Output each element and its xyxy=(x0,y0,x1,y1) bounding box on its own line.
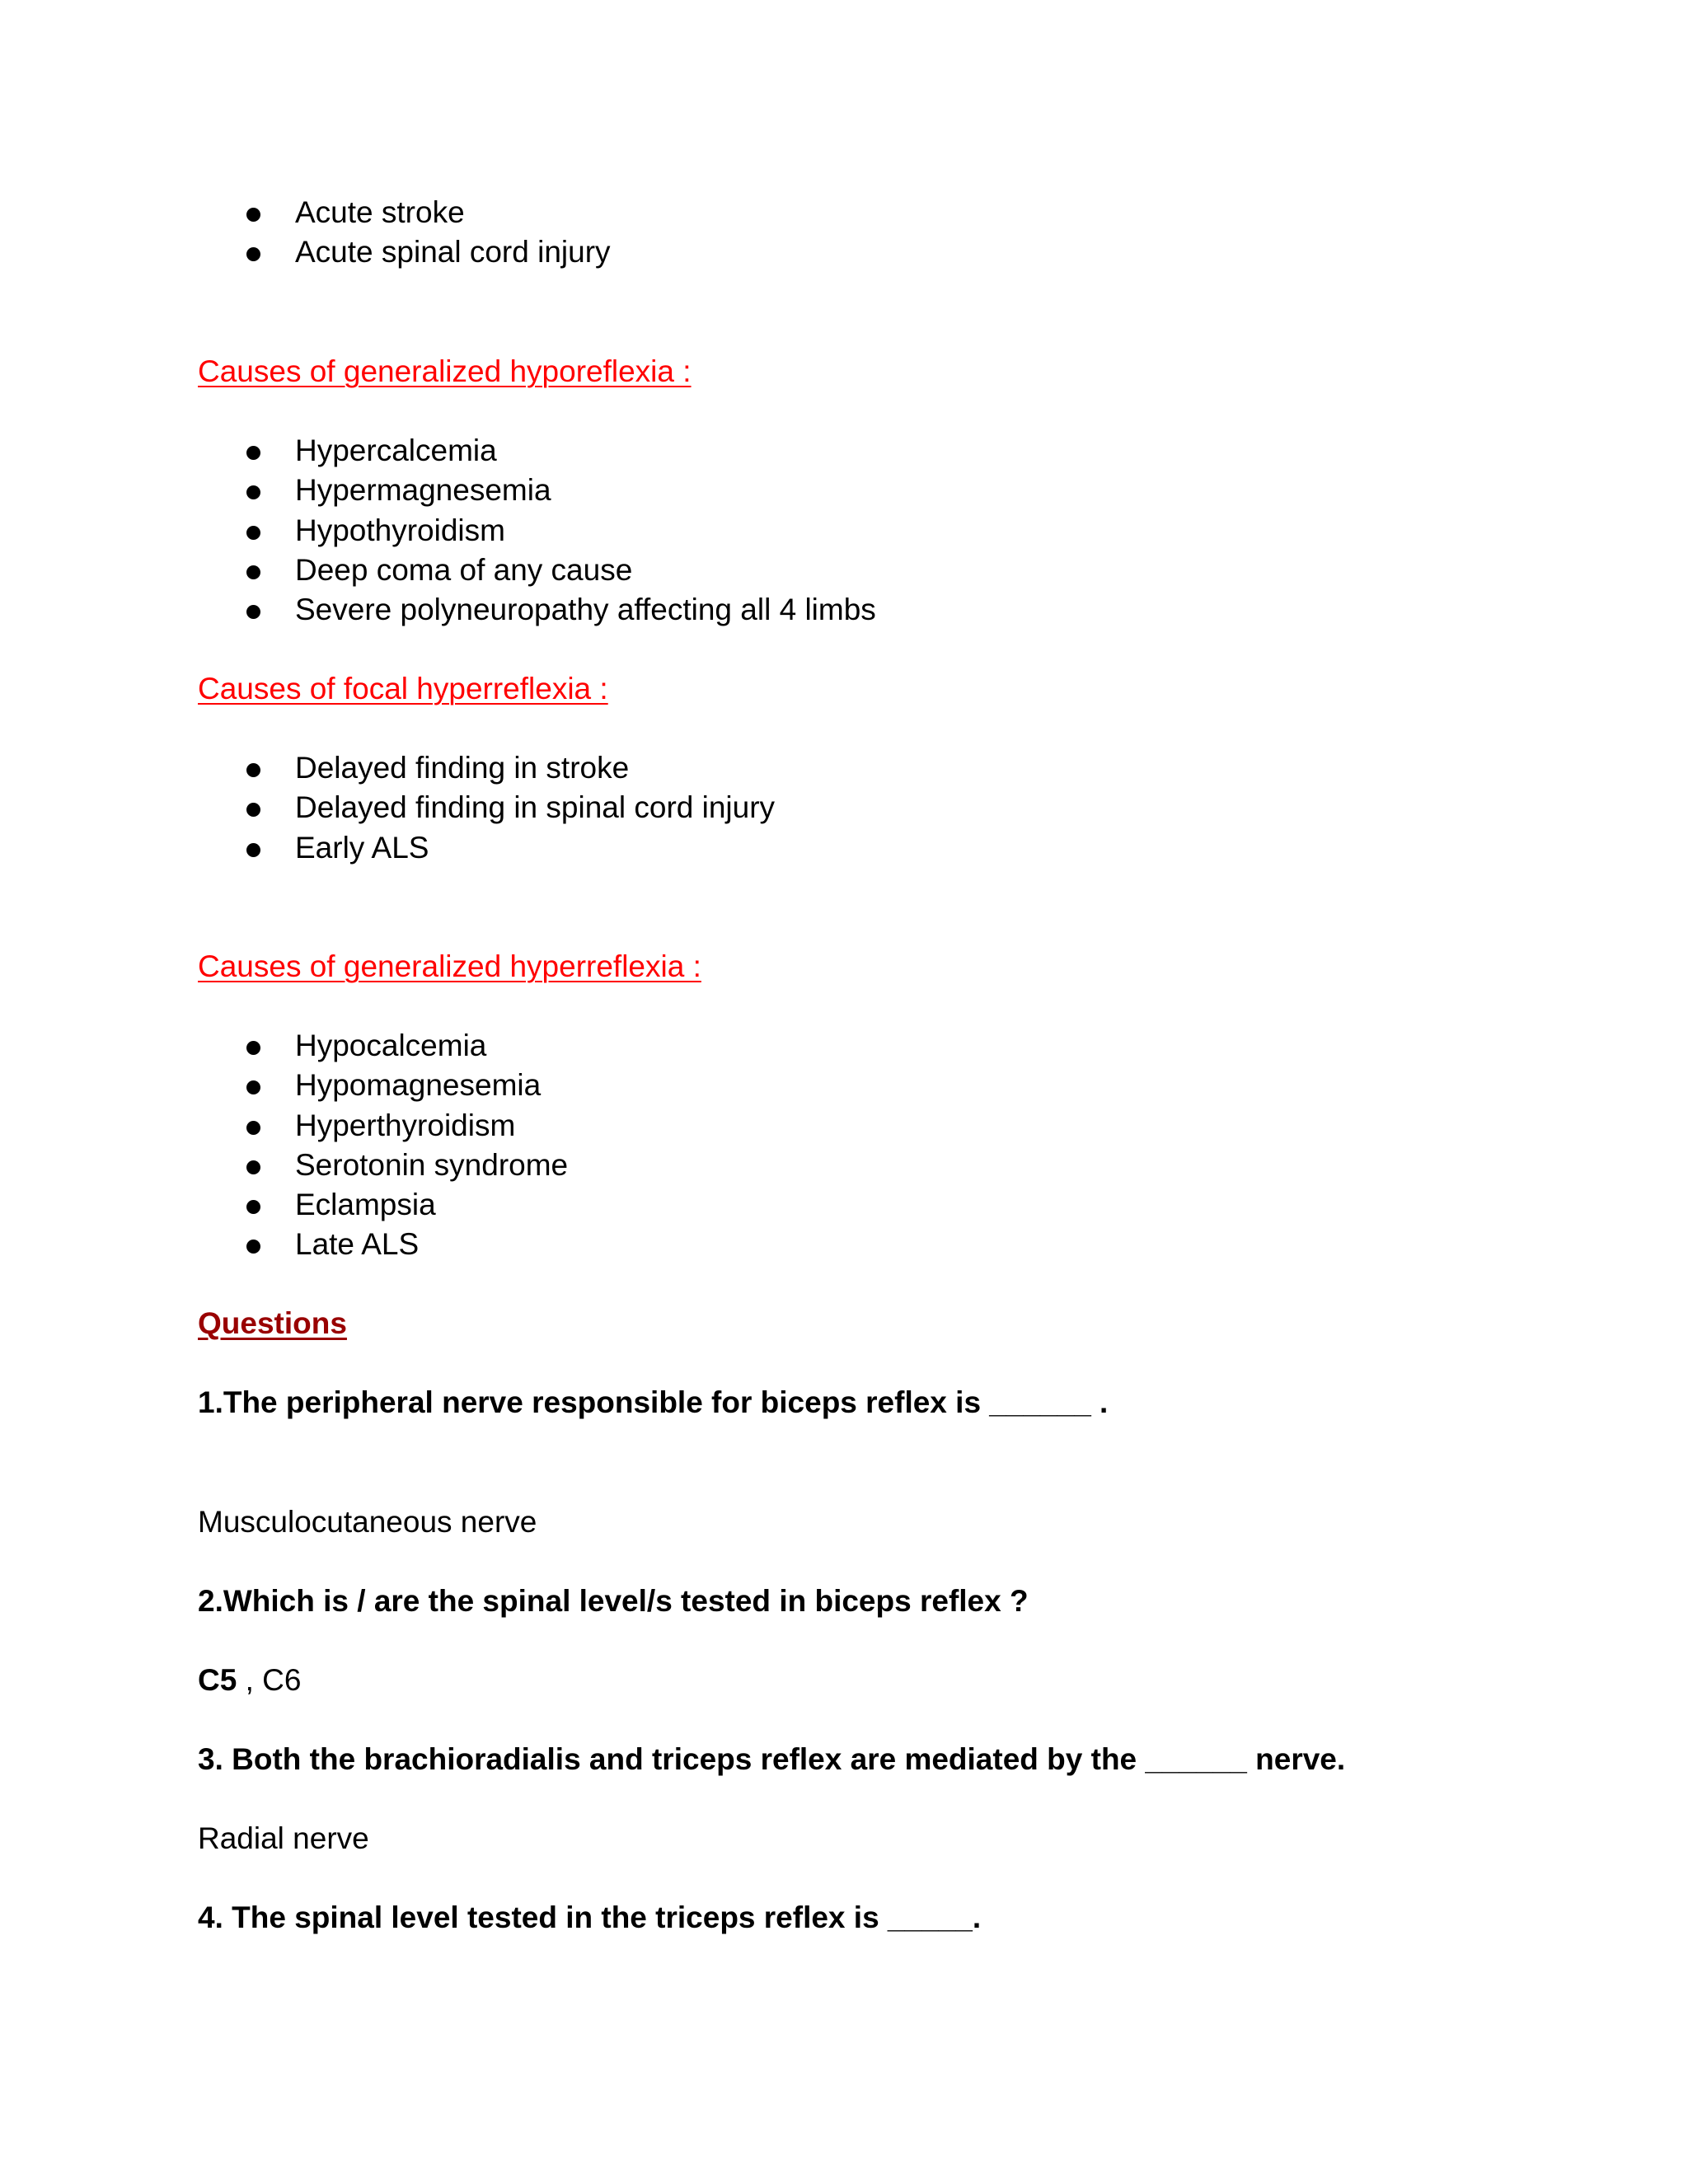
list-item: Hypercalcemia xyxy=(0,431,876,471)
question-3: 3. Both the brachioradialis and triceps reflex are mediated by the ______ nerve. xyxy=(198,1742,1346,1776)
bullet-icon xyxy=(246,526,260,540)
list-item: Acute spinal cord injury xyxy=(0,232,611,272)
bullet-icon xyxy=(246,208,260,222)
list-item: Hypermagnesemia xyxy=(0,471,876,510)
questions-title: Questions xyxy=(198,1306,347,1340)
bullet-icon xyxy=(246,1041,260,1055)
bullet-icon xyxy=(246,485,260,499)
answer-2-bold: C5 xyxy=(198,1663,237,1697)
heading-generalized-hyporeflexia: Causes of generalized hyporeflexia : xyxy=(198,354,692,388)
answer-2-rest: , C6 xyxy=(237,1663,302,1697)
bullet-list-generalized-hyperreflexia xyxy=(0,1026,568,1265)
heading-focal-hyperreflexia: Causes of focal hyperreflexia : xyxy=(198,672,608,705)
list-item: Acute stroke xyxy=(0,193,611,232)
list-item: Eclampsia xyxy=(0,1185,568,1225)
list-item: Serotonin syndrome xyxy=(0,1146,568,1185)
bullet-list-focal-hyperreflexia xyxy=(0,748,775,868)
answer-3: Radial nerve xyxy=(198,1821,369,1855)
bullet-icon xyxy=(246,1240,260,1254)
answer-1: Musculocutaneous nerve xyxy=(198,1505,537,1539)
answer-2 xyxy=(198,1661,301,1700)
list-item: Deep coma of any cause xyxy=(0,551,876,590)
list-item: Delayed finding in stroke xyxy=(0,748,775,788)
list-item: Hypomagnesemia xyxy=(0,1066,568,1105)
bullet-icon xyxy=(246,605,260,619)
list-item: Hyperthyroidism xyxy=(0,1106,568,1146)
question-4: 4. The spinal level tested in the triceps reflex is _____. xyxy=(198,1900,982,1934)
bullet-icon xyxy=(246,247,260,261)
bullet-list-generalized-hyporeflexia xyxy=(0,431,876,630)
list-item: Delayed finding in spinal cord injury xyxy=(0,788,775,827)
list-item: Hypothyroidism xyxy=(0,511,876,551)
list-item: Early ALS xyxy=(0,828,775,868)
bullet-icon xyxy=(246,803,260,817)
question-1: 1.The peripheral nerve responsible for biceps reflex is ______ . xyxy=(198,1385,1109,1419)
list-item: Severe polyneuropathy affecting all 4 limbs xyxy=(0,590,876,630)
bullet-icon xyxy=(246,1200,260,1214)
list-item: Hypocalcemia xyxy=(0,1026,568,1066)
heading-generalized-hyperreflexia: Causes of generalized hyperreflexia : xyxy=(198,949,701,983)
question-2: 2.Which is / are the spinal level/s tested in biceps reflex ? xyxy=(198,1584,1029,1618)
bullet-list-top xyxy=(0,193,611,273)
bullet-icon xyxy=(246,1080,260,1094)
bullet-icon xyxy=(246,763,260,777)
bullet-icon xyxy=(246,446,260,460)
bullet-icon xyxy=(246,1121,260,1135)
bullet-icon xyxy=(246,843,260,857)
bullet-icon xyxy=(246,565,260,579)
list-item: Late ALS xyxy=(0,1225,568,1264)
bullet-icon xyxy=(246,1160,260,1174)
